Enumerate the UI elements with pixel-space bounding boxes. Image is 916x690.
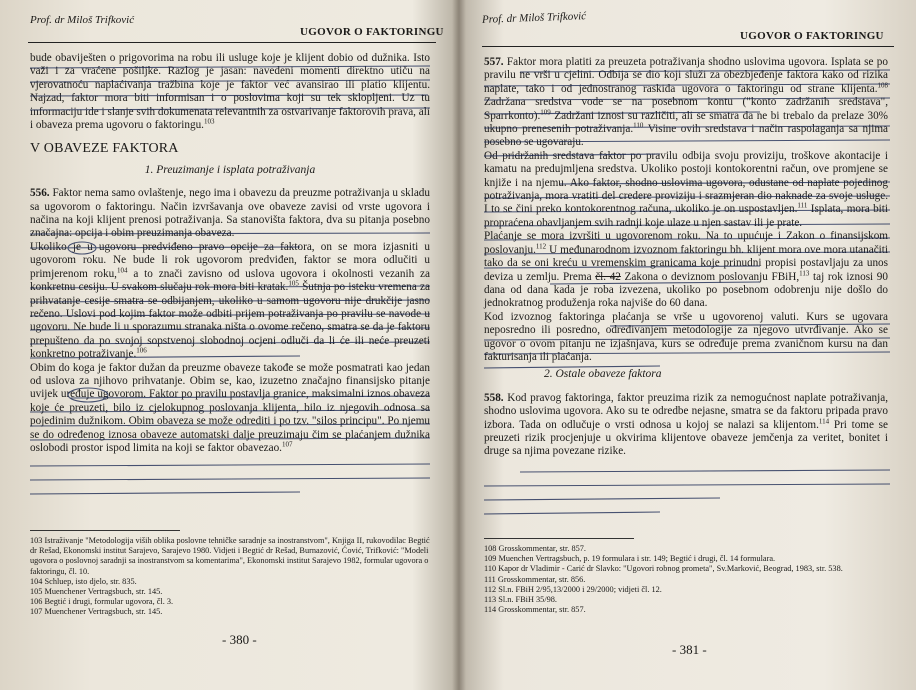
paragraph-556: [30, 187, 430, 241]
footnote-105: 105 Muenchener Vertragsbuch, str. 145.: [30, 587, 163, 597]
paragraph-text: Kod pravog faktoringa, faktor preuzima rizik za nemogućnost naplate potraživanja, shodno uslovima ugovora. Ako su te odredbe nejasne, smatra se da faktoru pripada pravo izbora. Tada on odlučuje o vrsti odnosa u kojoj se nalazi sa klijentom.: [484, 391, 888, 431]
footnote-rule: [30, 530, 180, 531]
right-page: [460, 0, 916, 690]
right-page-number: - 381 -: [672, 642, 707, 657]
paragraph-556-option: [30, 241, 430, 362]
struck-article-ref: čl. 42: [595, 270, 621, 283]
paragraph-text: Zadržana sredstva vode se na posebnom kontu ("konto zadržanih sredstava", Sparrkonto).: [484, 96, 888, 122]
subsection-heading: 1. Preuzimanje i isplata potraživanja: [144, 163, 316, 176]
section-heading: V OBAVEZE FAKTORA: [30, 141, 179, 157]
paragraph-text: Faktor mora platiti za preuzeta potraživanja shodno uslovima ugovora. Isplata se po pravilu ne vrši u cjelini. Odbija se dio koji služi za obezbjeđenje faktora kako od rizika naplate, tako i od jednostranog raskida ugovora o faktoringu od strane klijenta.: [484, 56, 888, 95]
paragraph-text: Kod izvoznog faktoringa plaćanja se vrše u ugovorenoj valuti. Kurs se ugovara neposredno ili posredno, određivanjem metodologije za njegovo utvrđivanje. Ako se ugovor o ovom pitanju ne izjašnjava, kurs se određuje prema zvaničnom kursu na dan fakturisanja ili plaćanja.: [484, 310, 888, 363]
footnote-104: 104 Schluep, isto djelo, str. 835.: [30, 576, 137, 586]
right-body-text: [484, 56, 888, 459]
paragraph-text: Zadržani iznosi su različiti, ali se smatra da ne bi trebalo da prelaze 30% ukupno prenesenih potraživanja.: [484, 109, 888, 136]
right-header-rule: [482, 46, 894, 47]
left-body-text: [30, 52, 430, 455]
left-header-rule: [28, 42, 436, 43]
footnote-ref: 111: [797, 201, 808, 210]
footnote-114: 114 Grosskommentar, str. 857.: [484, 605, 586, 615]
paragraph-text: Obim do koga je faktor dužan da preuzme obaveze takođe se može posmatrati kao jedan od uslova za njihovo prihvatanje. Obim se, kao, izuzetno značajno finansijsko pitanje uvijek uređuje ugovorom. Faktor po pravilu postavlja granice, maksimalni iznos obaveza koje će preuzeti, bilo iz cjelokupnog poslovanja klijenta, bilo iz njegovih odnosa sa pojedinim dužnikom. Obim obaveza se može odrediti i po tzv. "silos principu". Po njemu se do određenog iznosa obaveze automatski dalje preuzimaju čim se plaćanjem dužnika oslobodi prostor ispod limita na koji se faktor obavezao.: [30, 361, 430, 454]
footnote-112: 112 Sl.n. FBiH 2/95,13/2000 i 29/2000; vidjeti čl. 12.: [484, 584, 662, 594]
paragraph-text: Od pridržanih sredstava faktor po pravilu odbija svoju proviziju, troškove akontacije i kamatu na predujmljena sredstva. Ukoliko postoji kontokorentni račun, ove promjene se knjiže i na njemu. Ako faktor, shodno uslovima ugovora, odustane od naplate pojedinog potraživanja, mora vratiti del credere proviziju i srazmjeran dio naknade za svoje usluge. I to se čini preko kontokorentnog računa, ukoliko je on uspostavljen.: [484, 149, 888, 216]
right-footnotes: [484, 544, 889, 615]
paragraph-text: Pri tome se preuzeti rizik procjenjuje u okvirima klijentove obaveze jemčenja za veritet, bonitet i druge sa njima povezane rizike.: [484, 418, 888, 458]
footnote-ref: 114: [818, 416, 830, 425]
footnote-ref: 103: [203, 117, 215, 126]
left-page-number: - 380 -: [222, 632, 257, 647]
footnote-103: 103 Istraživanje "Metodologija viših oblika poslovne tehničke saradnje sa inostranstvom", Knjiga II, rukovodilac Begtić dr Rešad, Ekonomski institut Sarajevo, Sarajevo 1980. Vidjeti i Begtić dr Rešad, Burnazović, Ćović, Trifković: "Modeli ugovora o poslovnoj saradnji sa inostranstvom sa komentarima", Ekonomski institut Sarajevo 1982, formular ugovora o faktoringu, čl. 10.: [30, 536, 430, 576]
paragraph-number: 556.: [30, 187, 50, 200]
footnote-ref: 106: [136, 346, 147, 355]
footnote-rule: [484, 538, 634, 539]
footnote-109: 109 Muenchen Vertragsbuch, p. 19 formulara i str. 149; Begtić i drugi, čl. 14 formulara.: [484, 554, 776, 564]
paragraph-556-scope: [30, 362, 430, 456]
footnote-ref: 109: [540, 107, 551, 116]
paragraph-557-payment: [484, 230, 888, 310]
footnote-113: 113 Sl.n. FBiH 35/98.: [484, 595, 557, 605]
left-running-author: Prof. dr Miloš Trifković: [30, 14, 135, 26]
footnote-ref: 113: [799, 268, 810, 277]
paragraph-number: 557.: [484, 56, 504, 68]
paragraph-text: Plaćanje se mora izvršiti u ugovorenom roku. Na to upućuje i Zakon o finansijskom poslovanju.: [484, 230, 888, 256]
footnote-ref: 105: [288, 279, 299, 288]
subsection-heading: 2. Ostale obaveze faktora: [544, 368, 662, 381]
paragraph-text: Šutnja po isteku vremena za prihvatanje cesije smatra se odbijanjem, ukoliko u samom ugovoru nije drukčije jasno rečeno. Uslovi pod kojim faktor može odbiti prijem potraživanja po pravilu se navode u ugovoru. Ne bude li u sporazumu stranaka ništa o ovome rečeno, smatra se da je faktoru prepušteno da po svojoj sopstvenoj slobodnoj ocjeni odluči da li će ili neće preuzeti konkretno potraživanje.: [30, 281, 430, 361]
paragraph-text: taj rok iznosi 90 dana od dana kada je roba izvezena, ukoliko po posebnom odobrenju nije došlo do jednokratnog produženja roka najviše do 60 dana.: [484, 270, 888, 310]
left-footnotes: [30, 536, 435, 618]
paragraph-text: a to znači zavisno od uslova ugovora i okolnosti vezanih za konkretnu cesiju. U svakom slučaju rok mora biti kratak.: [30, 267, 430, 294]
footnote-106: 106 Begtić i drugi, formular ugovora, čl. 3.: [30, 597, 174, 607]
continuation-text: bude obaviješten o prigovorima na robu ili usluge koje je klijent dobio od dužnika. Isto važi i za vraćene pošiljke. Razlog je jasan: navedeni momenti direktno utiču na vjerovatnoću naplaćivanja tražbina koje je faktor već avansirao ili platio klijentu. Najzad, faktor mora biti informisan i o poslovima koji su tek sklopljeni. Uz tu informaciju ide i slanje svih dokumenata relevantnih za ostvarivanje faktorovih prava, ali i obaveza prema ugovoru o faktoringu.: [30, 52, 430, 132]
footnote-111: 111 Grosskommentar, str. 856.: [484, 574, 586, 584]
footnote-ref: 110: [633, 121, 644, 130]
footnote-110: 110 Kapor dr Vladimir - Carić dr Slavko: "Ugovori robnog prometa", Sv.Marković, Beograd, 1983, str. 538.: [484, 564, 843, 574]
paragraph-text: Zakona o deviznom poslovanju FBiH,: [620, 270, 800, 283]
footnote-ref: 107: [281, 440, 293, 449]
paragraph-557-retained: [484, 150, 888, 230]
right-running-author: Prof. dr Miloš Trifković: [481, 10, 587, 26]
left-running-title: UGOVOR O FAKTORINGU: [300, 26, 444, 38]
footnote-ref: 112: [535, 241, 547, 250]
paragraph-number: 558.: [484, 391, 504, 404]
left-page: [0, 0, 456, 690]
paragraph-text: Ukoliko je u ugovoru predviđeno pravo opcije za faktora, on se mora izjasniti u ugovorom roku. Ne bude li rok ugovorom predviđen, faktor se mora odlučiti u primjerenom roku,: [30, 240, 430, 280]
footnote-107: 107 Muenchener Vertragsbuch, str. 145.: [30, 607, 163, 617]
paragraph-text: Visine ovih sredstava i način raspolaganja sa njima posebno se ugovaraju.: [484, 123, 889, 149]
paragraph-558: [484, 392, 888, 459]
paragraph-557-currency: [484, 311, 888, 365]
left-continuation-paragraph: [30, 52, 430, 132]
paragraph-557: [484, 56, 888, 150]
paragraph-text: Isplata, mora biti propraćena obavljanjem svih radnji koje ulaze u njen sastav ili je prate.: [484, 203, 889, 229]
right-running-title: UGOVOR O FAKTORINGU: [740, 30, 884, 42]
footnote-ref: 108: [877, 81, 888, 90]
footnote-ref: 104: [116, 265, 128, 274]
footnote-108: 108 Grosskommentar, str. 857.: [484, 544, 586, 553]
paragraph-text: Faktor nema samo ovlaštenje, nego ima i obavezu da preuzme potraživanja u skladu sa ugovorom o faktoringu. Način izvršavanja ove obaveze zavisi od vrste ugovora i načina na koji klijent prenosi potraživanja. Sa stanovišta faktora, dva su pitanja posebno značajna: opcija i obim preuzimanja obaveza.: [30, 187, 430, 240]
paragraph-text: U međunarodnom izvoznom faktoringu bh. klijent mora ove mora utanačiti tako da se oni kreću u vremenskim granicama koje prinudni propisi postavljaju za unos deviza u zemlju. Prema: [484, 243, 888, 283]
